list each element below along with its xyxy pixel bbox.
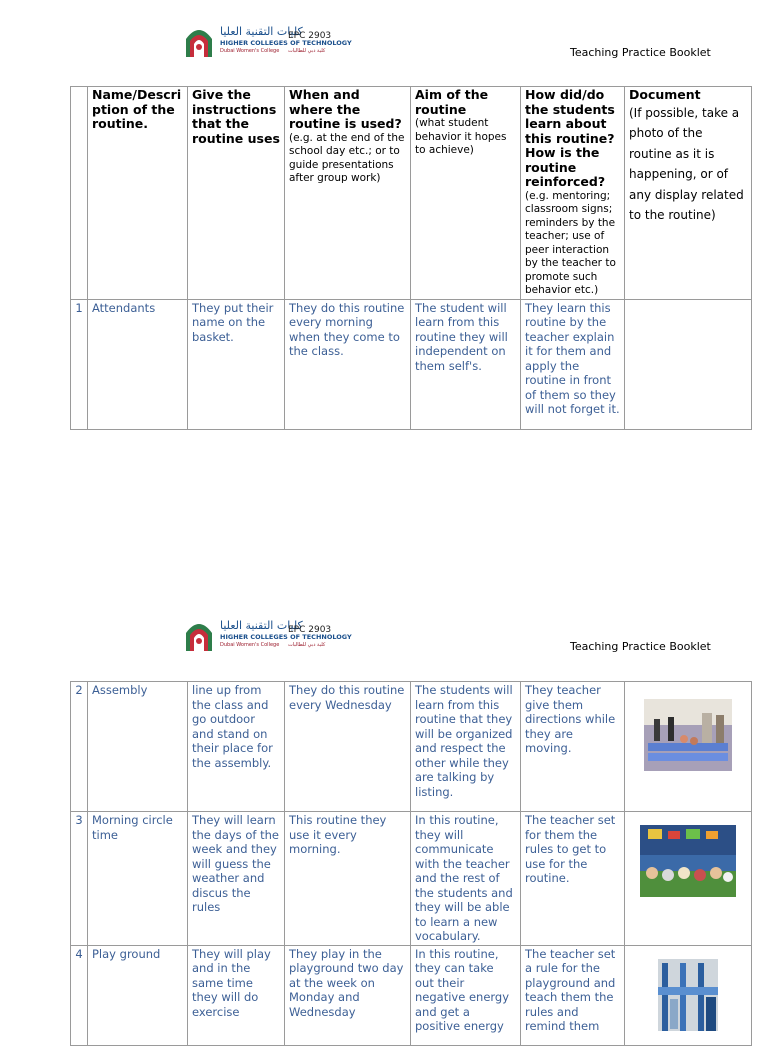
routine-name: Attendants [88, 299, 188, 429]
header-col-aim [411, 87, 521, 300]
header-aim-title: Aim of the routine [415, 87, 489, 117]
table-row [71, 945, 752, 1045]
routine-instructions: They will learn the days of the week and they will guess the weather and discus the rules [188, 812, 285, 946]
header-col-document [625, 87, 752, 300]
routine-when: They do this routine every morning when they come to the class. [285, 299, 411, 429]
college-logo [184, 619, 352, 655]
college-crest-icon [184, 619, 214, 653]
college-crest-icon [184, 25, 214, 59]
table-row [71, 299, 752, 429]
routine-document [625, 682, 752, 812]
booklet-title: Teaching Practice Booklet [570, 46, 711, 59]
routine-how: The teacher set a rule for the playground and teach them the rules and remind them [521, 945, 625, 1045]
playground-photo [658, 959, 718, 1031]
header-how-note: (e.g. mentoring; classroom signs; reminders by the teacher; use of peer interaction by the teacher to promote such behavior etc.) [525, 189, 616, 296]
logo-english-text: HIGHER COLLEGES OF TECHNOLOGY [220, 633, 352, 641]
row-number: 3 [71, 812, 88, 946]
logo-sub-arabic: كلية دبي للطالبات [288, 48, 326, 54]
routine-instructions: They put their name on the basket. [188, 299, 285, 429]
routine-name: Assembly [88, 682, 188, 812]
routine-document [625, 812, 752, 946]
logo-sub-arabic: كلية دبي للطالبات [288, 642, 326, 648]
routine-when: They play in the playground two day at the week on Monday and Wednesday [285, 945, 411, 1045]
header-document-title: Document [629, 87, 701, 102]
course-code: EPC 2903 [288, 31, 332, 41]
routine-document [625, 945, 752, 1045]
routine-aim: In this routine, they can take out their negative energy and get a positive energy [411, 945, 521, 1045]
header-name-title: Name/Descri ption of the routine. [92, 87, 182, 131]
circle-time-photo [640, 825, 736, 897]
header-num-cell [71, 87, 88, 300]
routine-aim: The student will learn from this routine they will independent on them self's. [411, 299, 521, 429]
row-number: 2 [71, 682, 88, 812]
routine-how: They teacher give them directions while they are moving. [521, 682, 625, 812]
header-instructions-title: Give the instructions that the routine uses [192, 87, 280, 146]
booklet-title: Teaching Practice Booklet [570, 640, 711, 653]
header-aim-note: (what student behavior it hopes to achieve) [415, 117, 507, 156]
routine-instructions: They will play and in the same time they will do exercise [188, 945, 285, 1045]
routine-aim: In this routine, they will communicate with the teacher and the rest of the students and they will be able to learn a new vocabulary. [411, 812, 521, 946]
routine-instructions: line up from the class and go outdoor and stand on their place for the assembly. [188, 682, 285, 812]
college-logo [184, 25, 352, 61]
course-code: EPC 2903 [288, 625, 332, 635]
header-col-how [521, 87, 625, 300]
routine-how: They learn this routine by the teacher explain it for them and apply the routine in front of them so they will not forget it. [521, 299, 625, 429]
routine-aim: The students will learn from this routine that they will be organized and respect the other while they are talking by listing. [411, 682, 521, 812]
routine-when: They do this routine every Wednesday [285, 682, 411, 812]
logo-arabic-text: كليات التقنية العليا [220, 25, 303, 38]
header-document-note: (If possible, take a photo of the routine as it is happening, or of any display related to the routine) [629, 105, 744, 222]
routine-when: This routine they use it every morning. [285, 812, 411, 946]
logo-sub-english: Dubai Women's College [220, 642, 280, 648]
routine-name: Morning circle time [88, 812, 188, 946]
routine-table-page-2 [70, 681, 752, 1046]
header-col-instructions [188, 87, 285, 300]
routine-document [625, 299, 752, 429]
logo-sub-english: Dubai Women's College [220, 48, 280, 54]
row-number: 1 [71, 299, 88, 429]
header-col-when [285, 87, 411, 300]
routine-name: Play ground [88, 945, 188, 1045]
header-when-note: (e.g. at the end of the school day etc.; or to guide presentations after group work) [289, 131, 405, 184]
logo-english-text: HIGHER COLLEGES OF TECHNOLOGY [220, 39, 352, 47]
header-how-title: How did/do the students learn about this routine? How is the routine reinforced? [525, 87, 615, 189]
assembly-photo [644, 699, 732, 771]
header-when-title: When and where the routine is used? [289, 87, 402, 131]
routine-how: The teacher set for them the rules to get to use for the routine. [521, 812, 625, 946]
routine-table-page-1 [70, 86, 752, 430]
table-row [71, 812, 752, 946]
row-number: 4 [71, 945, 88, 1045]
table-row [71, 682, 752, 812]
logo-arabic-text: كليات التقنية العليا [220, 619, 303, 632]
table-header-row [71, 87, 752, 300]
header-col-name [88, 87, 188, 300]
